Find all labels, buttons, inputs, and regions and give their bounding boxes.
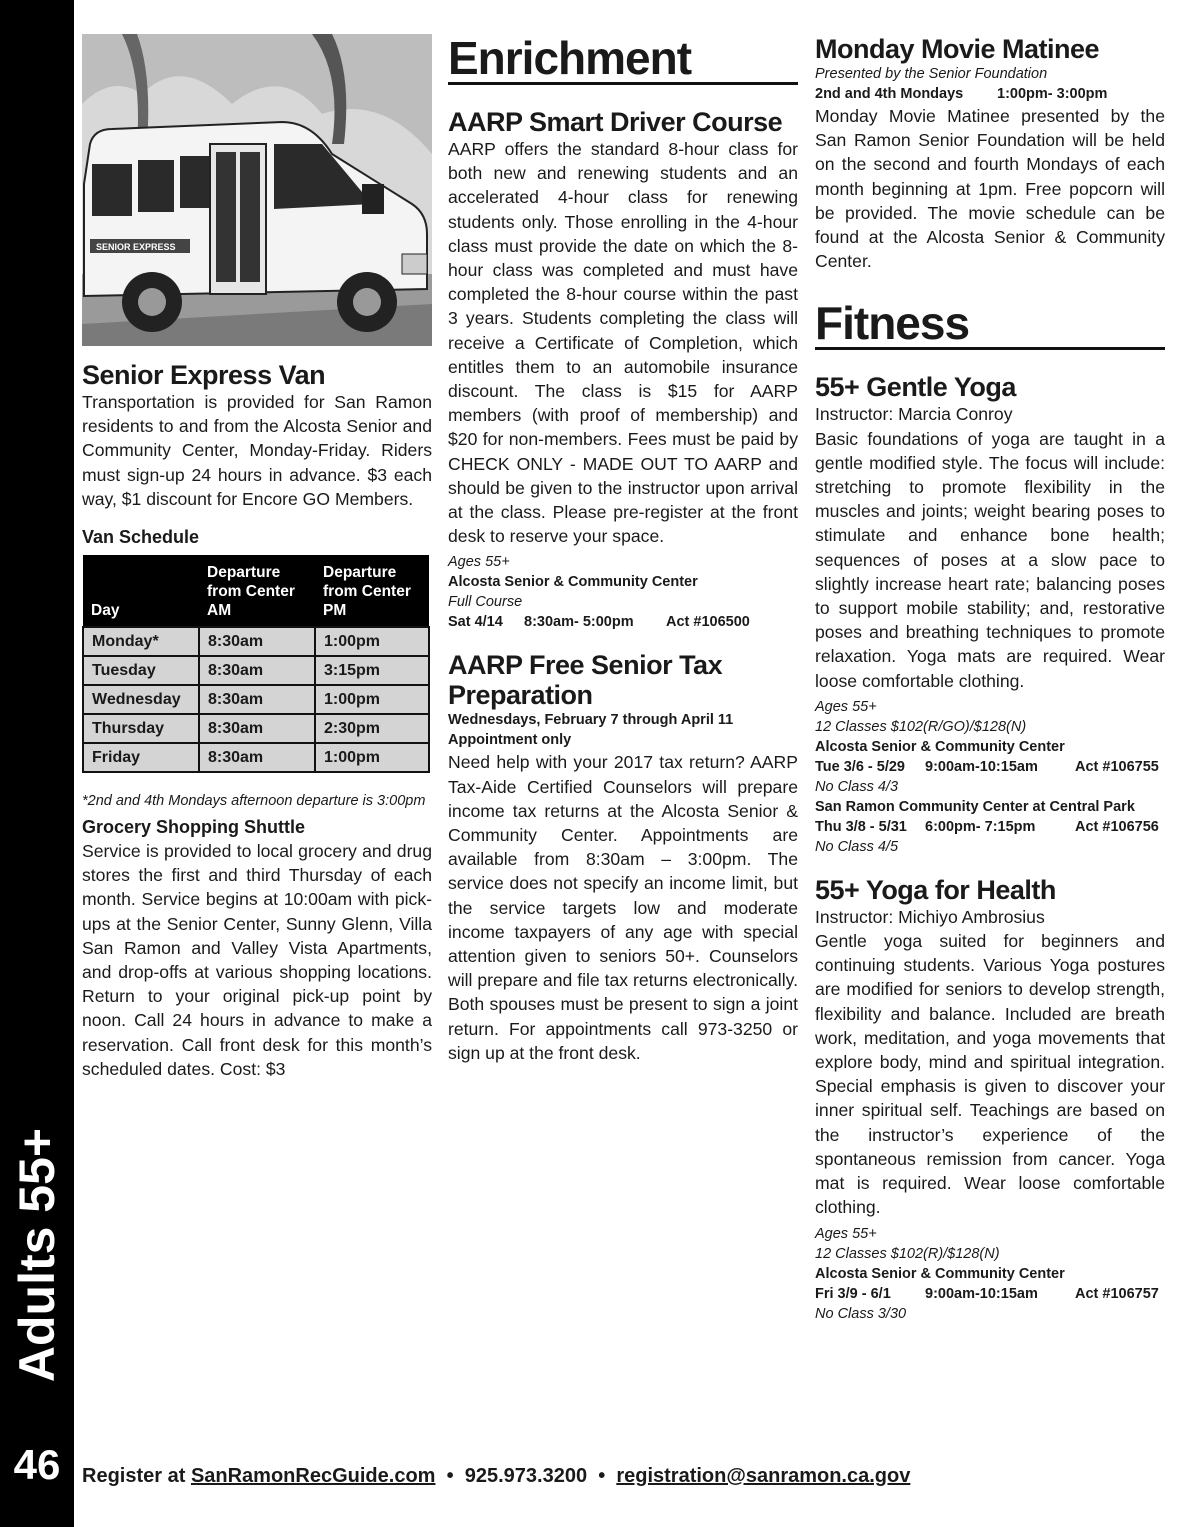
session-date: Fri 3/9 - 6/1 [815, 1285, 891, 1302]
gentle-yoga-noclass-2: No Class 4/5 [815, 838, 899, 855]
cell-am: 8:30am [199, 685, 315, 714]
van-footnote: *2nd and 4th Mondays afternoon departure is 3:00pm [82, 793, 426, 810]
table-row [83, 743, 429, 772]
footer-register-prefix: Register at [82, 1465, 186, 1487]
session-act: Act #106757 [1075, 1285, 1159, 1302]
table-header-row [83, 555, 429, 627]
session-act: Act #106755 [1075, 758, 1159, 775]
driver-course-body: AARP offers the standard 8-hour class for both new and renewing students and an accelerated 4-hour class for renewing students only. Those enrolling in the 4-hour class must provide the date on which the 8-hour class was completed and must have completed the 8-hour course within the past 3 years. Students completing the class will receive a Certificate of Completion, which entitles them to an automobile insurance discount. The class is $15 for AARP members (with proof of membership) and $20 for non-members. Fees must be paid by CHECK ONLY - MADE OUT TO AARP and should be given to the instructor upon arrival at the class. Please pre-register at the front desk to reserve your space. [448, 139, 798, 547]
column-right [815, 34, 1165, 1324]
table-row [83, 714, 429, 743]
yoga-health-title: 55+ Yoga for Health [815, 874, 1056, 905]
senior-express-title: Senior Express Van [82, 360, 326, 390]
cell-am: 8:30am [199, 743, 315, 772]
cell-day: Monday* [83, 627, 199, 656]
cell-pm: 1:00pm [315, 627, 429, 656]
gentle-yoga-session-2 [815, 817, 1165, 837]
driver-ages: Ages 55+ [448, 554, 510, 571]
movie-when: 2nd and 4th Mondays [815, 86, 964, 102]
cell-pm: 3:15pm [315, 656, 429, 685]
sidebar-label: Adults 55+ [9, 1127, 65, 1383]
yoga-health-noclass: No Class 3/30 [815, 1305, 907, 1322]
table-row [83, 656, 429, 685]
footer-separator: • [598, 1465, 606, 1487]
column-middle [448, 34, 798, 1065]
tax-prep-title: AARP Free Senior Tax Preparation [448, 650, 723, 711]
table-row [83, 627, 429, 656]
cell-day: Wednesday [83, 685, 199, 714]
header-am: Departure from Center AM [199, 555, 315, 627]
movie-time: 1:00pm- 3:00pm [997, 86, 1108, 102]
cell-am: 8:30am [199, 627, 315, 656]
enrichment-heading: Enrichment [448, 34, 798, 85]
cell-pm: 2:30pm [315, 714, 429, 743]
van-schedule-table [82, 555, 430, 773]
header-pm: Departure from Center PM [315, 555, 429, 627]
van-sign-text: SENIOR EXPRESS [96, 242, 176, 252]
yoga-health-instructor: Instructor: Michiyo Ambrosius [815, 906, 1045, 927]
fitness-heading: Fitness [815, 299, 1165, 350]
tax-prep-appt: Appointment only [448, 732, 572, 749]
session-time: 6:00pm- 7:15pm [925, 818, 1036, 835]
cell-am: 8:30am [199, 656, 315, 685]
gentle-yoga-session-1 [815, 757, 1165, 777]
van-photo [82, 34, 432, 346]
gentle-yoga-body: Basic foundations of yoga are taught in a gentle modified style. The focus will include: stretching to promote flexibility in the muscles and joints; weight bearing poses to stimulate and enhance bone health; sequences of poses at a slow pace to slightly increase heart rate; balancing poses to support mobile stability; and, restorative poses and breathing techniques to promote relaxation. Yoga mats are required. Wear loose comfortable clothing. [815, 428, 1165, 691]
session-time: 8:30am- 5:00pm [524, 614, 634, 631]
cell-pm: 1:00pm [315, 685, 429, 714]
sidebar [0, 0, 74, 1527]
session-time: 9:00am-10:15am [925, 758, 1038, 775]
cell-day: Thursday [83, 714, 199, 743]
driver-session [448, 612, 798, 632]
driver-course-title: AARP Smart Driver Course [448, 107, 783, 137]
driver-course-type: Full Course [448, 594, 523, 611]
gentle-yoga-ages: Ages 55+ [815, 698, 877, 715]
session-act: Act #106756 [1075, 818, 1159, 835]
gentle-yoga-classes: 12 Classes $102(R/GO)/$128(N) [815, 718, 1027, 735]
yoga-health-session [815, 1284, 1165, 1304]
cell-day: Friday [83, 743, 199, 772]
table-row [83, 685, 429, 714]
movie-title: Monday Movie Matinee [815, 34, 1100, 64]
footer [82, 1465, 910, 1488]
gentle-yoga-noclass-1: No Class 4/3 [815, 778, 899, 795]
yoga-health-classes: 12 Classes $102(R)/$128(N) [815, 1245, 1000, 1262]
cell-day: Tuesday [83, 656, 199, 685]
session-date: Thu 3/8 - 5/31 [815, 818, 907, 835]
footer-email-link[interactable]: registration@sanramon.ca.gov [616, 1465, 911, 1487]
column-left [82, 34, 432, 1081]
driver-location: Alcosta Senior & Community Center [448, 574, 698, 591]
page-number: 46 [13, 1441, 61, 1488]
senior-express-body: Transportation is provided for San Ramon residents to and from the Alcosta Senior and Community Center, Monday-Friday. Riders must sign-up 24 hours in advance. $3 each way, $1 discount for Encore GO Members. [82, 392, 432, 509]
gentle-yoga-location-1: Alcosta Senior & Community Center [815, 738, 1065, 755]
cell-pm: 1:00pm [315, 743, 429, 772]
van-schedule-title: Van Schedule [82, 527, 200, 548]
session-act: Act #106500 [666, 614, 750, 631]
footer-separator: • [446, 1465, 454, 1487]
movie-body: Monday Movie Matinee presented by the San Ramon Senior Foundation will be held on the second and fourth Mondays of each month beginning at 1pm. Free popcorn will be provided. The movie schedule can be found at the Alcosta Senior & Community Center. [815, 106, 1165, 272]
van-illustration [82, 34, 432, 346]
tax-prep-body: Need help with your 2017 tax return? AARP Tax-Aide Certified Counselors will prepare income tax returns at the Alcosta Senior & Community Center. Appointments are available from 8:30am – 3:00pm. The service does not specify an income limit, but the service targets low and moderate income taxpayers of any age with special attention given to seniors 50+. Counselors will prepare and file tax returns electronically. Both spouses must be present to sign a joint return. For appointments call 973-3250 or sign up at the front desk. [448, 752, 798, 1063]
session-date: Tue 3/6 - 5/29 [815, 758, 905, 775]
tax-prep-when: Wednesdays, February 7 through April 11 [448, 712, 734, 729]
session-time: 9:00am-10:15am [925, 1285, 1038, 1302]
gentle-yoga-instructor: Instructor: Marcia Conroy [815, 404, 1013, 425]
grocery-title: Grocery Shopping Shuttle [82, 817, 306, 838]
footer-phone: 925.973.3200 [464, 1465, 588, 1487]
session-date: Sat 4/14 [448, 614, 503, 631]
yoga-health-location: Alcosta Senior & Community Center [815, 1265, 1065, 1282]
movie-presented: Presented by the Senior Foundation [815, 66, 1048, 82]
yoga-health-body: Gentle yoga suited for beginners and continuing students. Various Yoga postures are modified for seniors to develop strength, flexibility and balance. Included are breath work, meditation, and yoga movements that explore body, mind and spiritual integration. Special emphasis is given to discover your inner spiritual self. Teachings are based on the instructor’s experience of the spontaneous remission from cancer. Yoga mat is required. Wear loose comfortable clothing. [815, 931, 1165, 1218]
yoga-health-ages: Ages 55+ [815, 1225, 877, 1242]
gentle-yoga-location-2: San Ramon Community Center at Central Park [815, 798, 1135, 815]
grocery-body: Service is provided to local grocery and drug stores the first and third Thursday of each month. Service begins at 10:00am with pick-ups at the Senior Center, Sunny Glenn, Villa San Ramon and Valley Vista Apartments, and drop-offs at various shopping locations. Return to your original pick-up point by noon. Call 24 hours in advance to make a reservation. Call front desk for this month’s scheduled dates. Cost: $3 [82, 841, 432, 1079]
gentle-yoga-title: 55+ Gentle Yoga [815, 372, 1016, 403]
movie-when-row [815, 84, 1165, 104]
cell-am: 8:30am [199, 714, 315, 743]
header-day: Day [83, 555, 199, 627]
footer-site-link[interactable]: SanRamonRecGuide.com [190, 1465, 436, 1487]
